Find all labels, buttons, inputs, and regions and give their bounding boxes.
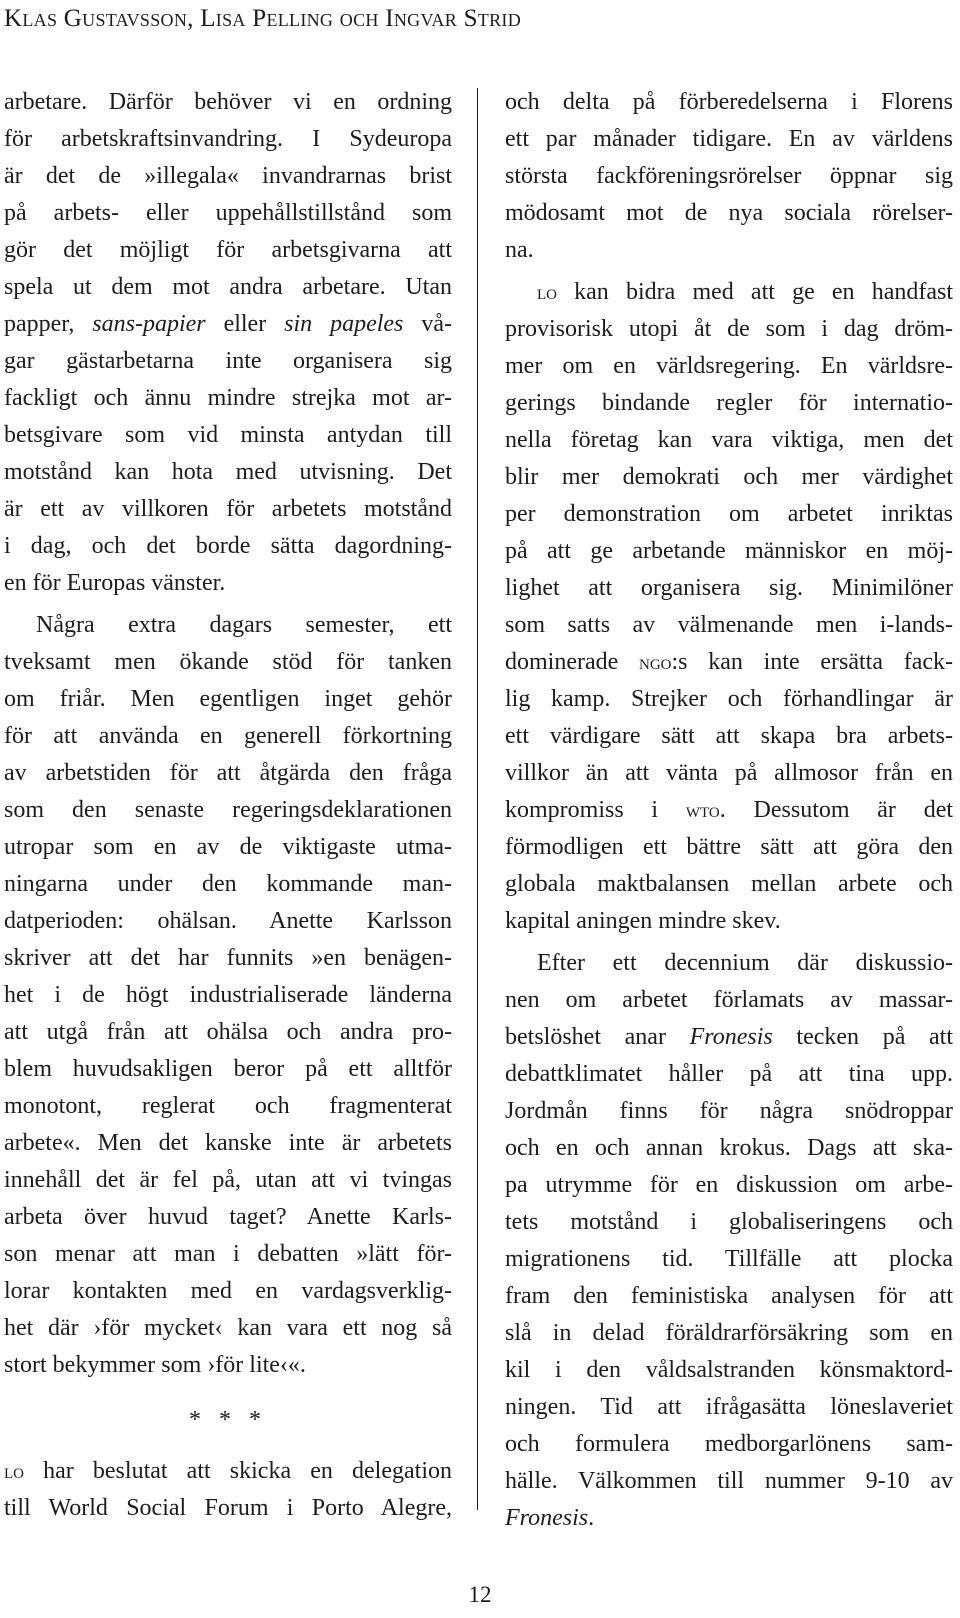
text-line: som den senaste regeringsdeklarationen [4,797,452,823]
text-line: ningarna under den kommande man- [4,871,452,897]
text-span: tecken på att [772,1024,953,1050]
text-line: tveksamt men ökande stöd för tanken [4,649,452,675]
small-caps-text: lo [537,280,557,304]
text-span: kan bidra med att ge en handfast [557,279,953,305]
text-line: pa utrymme för en diskussion om arbe- [505,1172,953,1198]
italic-text: Fronesis [505,1505,589,1531]
text-span: eller [205,311,285,337]
italic-text: sans-papier [92,311,206,337]
italic-text: Fronesis [689,1024,773,1050]
text-line: slå in delad föräldrarförsäkring som en [505,1320,953,1346]
text-line: lighet att organisera sig. Minimilöner [505,575,953,601]
text-line: och delta på förberedelserna i Florens [505,89,953,115]
paragraph [4,607,452,1384]
text-line: nen om arbetet förlamats av massar- [505,987,953,1013]
text-line: för att använda en generell förkortning [4,723,452,749]
text-line [4,306,452,343]
text-line: het i de högt industrialiserade länderna [4,982,452,1008]
paragraph [505,84,953,269]
text-line: Efter ett decennium där diskussio- [537,950,953,976]
text-line: till World Social Forum i Porto Alegre, [4,1495,452,1521]
text-line: na. [505,237,534,263]
text-line: Några extra dagars semester, ett [36,612,452,638]
text-line: Jordmån finns för några snödroppar [505,1098,953,1124]
text-line: monotont, reglerat och fragmenterat [4,1093,452,1119]
text-line: på att ge arbetande människor en möj- [505,538,953,564]
running-head: Klas Gustavsson, Lisa Pelling och Ingvar Strid [4,5,521,32]
text-line: utropar som en av de viktigaste utma- [4,834,452,860]
text-line [505,644,953,681]
text-line: fram den feministiska analysen för att [505,1283,953,1309]
text-line: het där ›för mycket‹ kan vara ett nog så [4,1315,452,1341]
text-line: debattklimatet håller på att tina upp. [505,1061,953,1087]
text-line: att utgå från att ohälsa och andra pro- [4,1019,452,1045]
left-column [4,84,452,1527]
text-line: arbetare. Därför behöver vi en ordning [4,89,452,115]
column-divider [477,88,478,1510]
text-line: gerings bindande regler för internatio- [505,390,953,416]
text-line: mödosamt mot de nya sociala rörelser- [505,200,953,226]
text-line: och formulera medborgarlönens sam- [505,1431,953,1457]
text-line: globala maktbalansen mellan arbete och [505,871,953,897]
text-span: :s kan inte ersätta fack- [671,649,953,675]
paragraph [4,1453,452,1527]
text-line: en för Europas vänster. [4,570,226,596]
text-span: kompromiss i [505,797,686,823]
text-line: spela ut dem mot andra arbetare. Utan [4,274,452,300]
text-line: betsgivare som vid minsta antydan till [4,422,452,448]
text-line [505,792,953,829]
text-line: lorar kontakten med en vardagsverklig- [4,1278,452,1304]
text-span: . Dessutom är det [719,797,953,823]
text-line: om friår. Men egentligen inget gehör [4,686,452,712]
text-span: vå- [403,311,452,337]
paragraph [4,84,452,602]
small-caps-text: wto [685,798,720,822]
section-separator: * * * [189,1407,267,1433]
text-line: mer om en världsregering. En världsre- [505,353,953,379]
text-line: nella företag kan vara viktiga, men det [505,427,953,453]
text-line: kapital aningen mindre skev. [505,908,781,934]
text-span: har beslutat att skicka en delegation [24,1458,452,1484]
text-line: hälle. Välkommen till nummer 9-10 av [505,1468,953,1494]
right-column [505,84,953,1537]
paragraph [505,945,953,1537]
text-line: tets motstånd i globaliseringens och [505,1209,953,1235]
text-line: kil i den våldsalstranden könsmaktord- [505,1357,953,1383]
text-span: papper, [4,311,93,337]
text-line: datperioden: ohälsan. Anette Karlsson [4,908,452,934]
text-line: blem huvudsakligen beror på ett alltför [4,1056,452,1082]
text-line: lig kamp. Strejker och förhandlingar är [505,686,953,712]
text-line: är ett av villkoren för arbetets motstånd [4,496,452,522]
text-line: som satts av välmenande men i-lands- [505,612,953,638]
text-line: blir mer demokrati och mer värdighet [505,464,953,490]
text-line: ett värdigare sätt att skapa bra arbets- [505,723,953,749]
text-line: son menar att man i debatten »lätt för- [4,1241,452,1267]
small-caps-text: lo [4,1459,24,1483]
text-line: gar gästarbetarna inte organisera sig [4,348,452,374]
text-line: fackligt och ännu mindre strejka mot ar- [4,385,452,411]
text-line: ningen. Tid att ifrågasätta löneslaveriet [505,1394,953,1420]
text-line: av arbetstiden för att åtgärda den fråga [4,760,452,786]
text-line: i dag, och det borde sätta dagordning- [4,533,452,559]
text-line: ett par månader tidigare. En av världens [505,126,953,152]
italic-text: sin papeles [284,311,404,337]
small-caps-text: ngo [639,650,672,674]
text-line: provisorisk utopi åt de som i dag dröm- [505,316,953,342]
text-span: . [588,1505,595,1531]
text-line [505,274,953,311]
text-line: och en och annan krokus. Dags att ska- [505,1135,953,1161]
paragraph [505,274,953,940]
text-line: motstånd kan hota med utvisning. Det [4,459,452,485]
text-line: migrationens tid. Tillfälle att plocka [505,1246,953,1272]
text-span: betslöshet anar [505,1024,690,1050]
text-line: skriver att det har funnits »en benägen- [4,945,452,971]
text-line: stort bekymmer som ›för lite‹«. [4,1352,306,1378]
text-line: förmodligen ett bättre sätt att göra den [505,834,953,860]
text-line: största fackföreningsrörelser öppnar sig [505,163,953,189]
text-line: gör det möjligt för arbetsgivarna att [4,237,452,263]
text-line [505,1019,953,1056]
text-line: arbeta över huvud taget? Anette Karls- [4,1204,452,1230]
text-line: per demonstration om arbetet inriktas [505,501,953,527]
text-line: för arbetskraftsinvandring. I Sydeuropa [4,126,452,152]
text-line: på arbets- eller uppehållstillstånd som [4,200,452,226]
text-line: innehåll det är fel på, utan att vi tvingas [4,1167,452,1193]
text-line [505,1500,953,1537]
text-line [4,1453,452,1490]
page-number: 12 [468,1582,492,1607]
text-line: villkor än att vänta på allmosor från en [505,760,953,786]
text-line: arbete«. Men det kanske inte är arbetets [4,1130,452,1156]
text-line: är det de »illegala« invandrarnas brist [4,163,452,189]
text-span: dominerade [505,649,640,675]
